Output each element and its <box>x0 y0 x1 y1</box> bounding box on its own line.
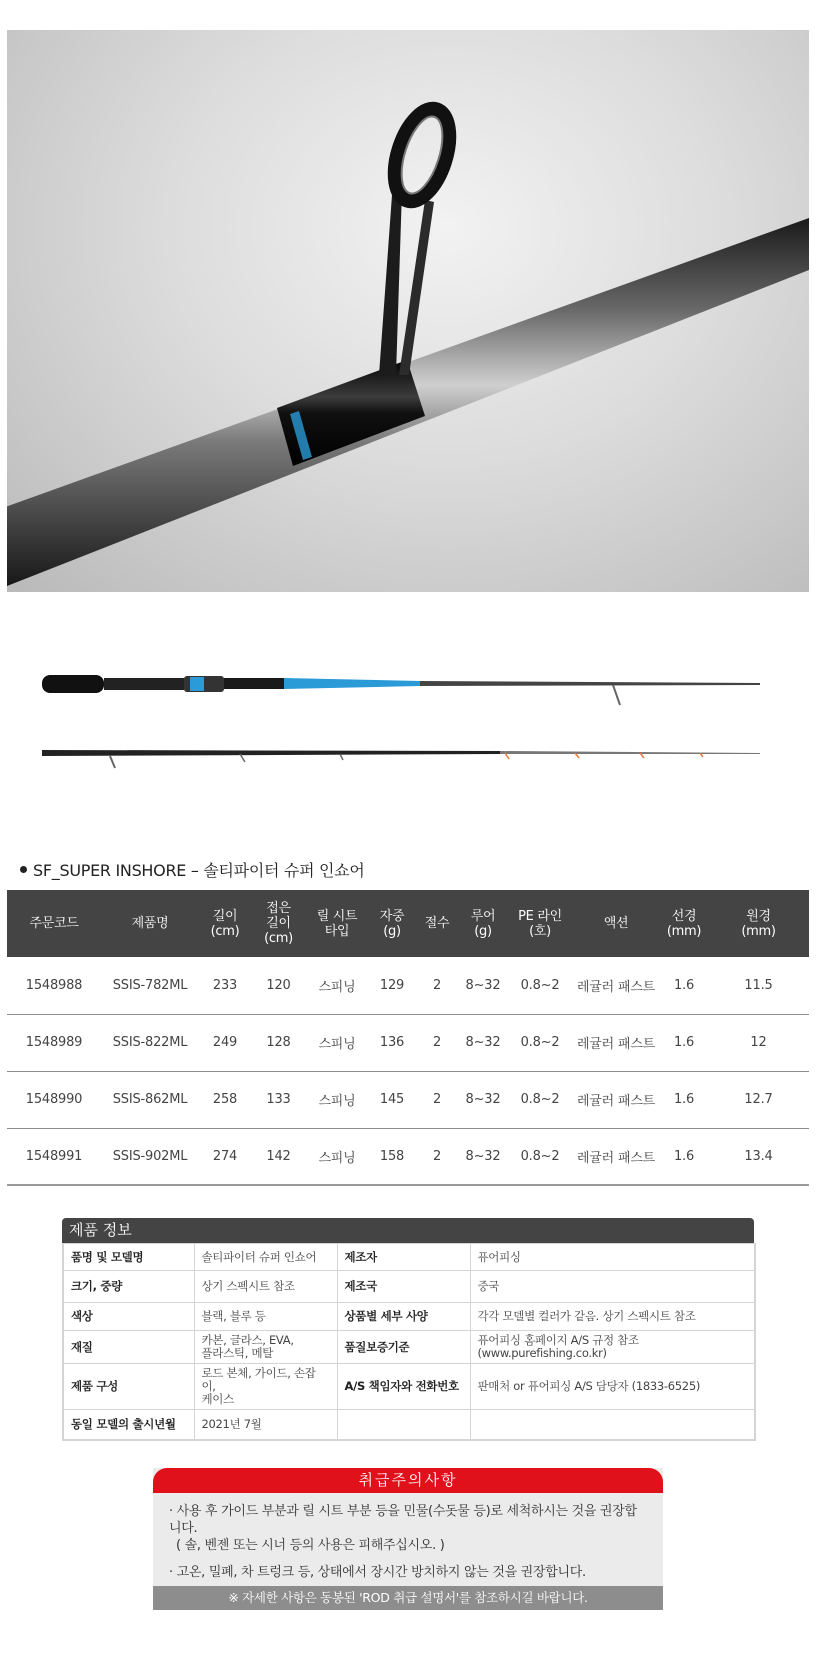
spec-cell: 스피닝 <box>306 1071 368 1128</box>
product-info-value <box>470 1410 755 1440</box>
product-info-value: 중국 <box>470 1271 755 1303</box>
product-info-label: 재질 <box>63 1331 194 1364</box>
spec-cell: 0.8~2 <box>508 1128 572 1185</box>
caution-box <box>153 1468 663 1610</box>
spec-cell: 0.8~2 <box>508 1014 572 1071</box>
product-info-label: 품질보증기준 <box>337 1331 470 1364</box>
product-info-value: 상기 스펙시트 참조 <box>194 1271 337 1303</box>
spec-header-cell: 주문코드 <box>7 890 101 957</box>
spec-cell: 1548989 <box>7 1014 101 1071</box>
section-title-text: SF_SUPER INSHORE – 솔티파이터 슈퍼 인쇼어 <box>33 861 365 880</box>
product-info-row <box>63 1364 755 1410</box>
section-title <box>20 858 365 881</box>
spec-cell: 1.6 <box>660 1128 708 1185</box>
spec-cell: SSIS-782ML <box>101 957 199 1014</box>
spec-cell: 8~32 <box>458 957 508 1014</box>
spec-cell: 스피닝 <box>306 1128 368 1185</box>
product-info-value: 블랙, 블루 등 <box>194 1303 337 1331</box>
spec-header-cell: 선경 (mm) <box>660 890 708 957</box>
spec-cell: 0.8~2 <box>508 957 572 1014</box>
spec-cell: 11.5 <box>708 957 809 1014</box>
spec-cell: 145 <box>368 1071 416 1128</box>
spec-header-cell: 원경 (mm) <box>708 890 809 957</box>
spec-cell: 274 <box>199 1128 251 1185</box>
product-info-row <box>63 1244 755 1271</box>
caution-item-1-line-1: · 사용 후 가이드 부분과 릴 시트 부분 등을 민물(수돗물 등)로 세척하시는 것을 권장합니다. <box>169 1504 637 1536</box>
spec-cell: 128 <box>251 1014 306 1071</box>
product-info-label: 제품 구성 <box>63 1364 194 1410</box>
spec-cell: 1548988 <box>7 957 101 1014</box>
product-info-panel <box>62 1218 754 1441</box>
product-info-row <box>63 1410 755 1440</box>
product-info-value: 퓨어피싱 <box>470 1244 755 1271</box>
spec-header-cell: 접은 길이 (cm) <box>251 890 306 957</box>
spec-cell: 13.4 <box>708 1128 809 1185</box>
spec-cell: SSIS-902ML <box>101 1128 199 1185</box>
spec-cell: 258 <box>199 1071 251 1128</box>
caution-item-2: · 고온, 밀폐, 차 트렁크 등, 상태에서 장시간 방치하지 않는 것을 권장합니다. <box>169 1565 586 1580</box>
spec-header-row <box>7 890 809 957</box>
rod-closeup-photo <box>7 30 809 592</box>
spec-cell: 8~32 <box>458 1014 508 1071</box>
product-info-value: 판매처 or 퓨어피싱 A/S 담당자 (1833-6525) <box>470 1364 755 1410</box>
spec-header-cell: 자중 (g) <box>368 890 416 957</box>
spec-header-cell: 루어 (g) <box>458 890 508 957</box>
spec-cell: 12 <box>708 1014 809 1071</box>
spec-cell: 142 <box>251 1128 306 1185</box>
product-info-value: 2021년 7월 <box>194 1410 337 1440</box>
spec-cell: 스피닝 <box>306 1014 368 1071</box>
product-info-label: 제조자 <box>337 1244 470 1271</box>
spec-row <box>7 1071 809 1128</box>
spec-cell: 2 <box>416 1014 458 1071</box>
caution-title: 취급주의사항 <box>153 1468 663 1493</box>
spec-cell: 1548990 <box>7 1071 101 1128</box>
product-info-label: A/S 책임자와 전화번호 <box>337 1364 470 1410</box>
caution-footer: ※ 자세한 사항은 동봉된 'ROD 취급 설명서'를 참조하시길 바랍니다. <box>153 1586 663 1610</box>
product-info-value: 각각 모델별 컬러가 같음. 상기 스펙시트 참조 <box>470 1303 755 1331</box>
spec-header-cell: 릴 시트 타입 <box>306 890 368 957</box>
spec-cell: 2 <box>416 1071 458 1128</box>
product-info-row <box>63 1271 755 1303</box>
caution-item-1-line-2: ( 솔, 벤젠 또는 시너 등의 사용은 피해주십시오. ) <box>176 1538 445 1553</box>
spec-cell: 2 <box>416 957 458 1014</box>
fishing-rod-guide-closeup-icon <box>7 30 809 592</box>
product-info-table <box>62 1243 756 1441</box>
product-info-title: 제품 정보 <box>62 1218 754 1243</box>
product-info-value: 카본, 글라스, EVA, 플라스틱, 메탈 <box>194 1331 337 1364</box>
spec-header-cell: 길이 (cm) <box>199 890 251 957</box>
spec-cell: 레귤러 패스트 <box>572 1128 660 1185</box>
product-info-label: 색상 <box>63 1303 194 1331</box>
spec-cell: 1548991 <box>7 1128 101 1185</box>
spec-header-cell: 액션 <box>572 890 660 957</box>
product-info-row <box>63 1303 755 1331</box>
spec-header-cell: PE 라인 (호) <box>508 890 572 957</box>
product-info-value: 퓨어피싱 홈페이지 A/S 규정 참조 (www.purefishing.co.kr) <box>470 1331 755 1364</box>
product-info-label: 상품별 세부 사양 <box>337 1303 470 1331</box>
spec-row <box>7 957 809 1014</box>
spec-cell: 12.7 <box>708 1071 809 1128</box>
product-info-value: 솔티파이터 슈퍼 인쇼어 <box>194 1244 337 1271</box>
spec-cell: 158 <box>368 1128 416 1185</box>
rod-full-length-photos <box>0 650 816 780</box>
spec-cell: 133 <box>251 1071 306 1128</box>
product-info-label: 제조국 <box>337 1271 470 1303</box>
spec-cell: 0.8~2 <box>508 1071 572 1128</box>
spec-cell: 120 <box>251 957 306 1014</box>
spec-cell: 1.6 <box>660 957 708 1014</box>
spec-cell: 1.6 <box>660 1071 708 1128</box>
spec-cell: 레귤러 패스트 <box>572 1071 660 1128</box>
spec-row <box>7 1128 809 1185</box>
product-info-label: 크기, 중량 <box>63 1271 194 1303</box>
spec-header-cell: 절수 <box>416 890 458 957</box>
spec-cell: 8~32 <box>458 1071 508 1128</box>
spec-cell: 2 <box>416 1128 458 1185</box>
product-info-label <box>337 1410 470 1440</box>
spec-cell: 1.6 <box>660 1014 708 1071</box>
spec-cell: 레귤러 패스트 <box>572 1014 660 1071</box>
spec-cell: SSIS-862ML <box>101 1071 199 1128</box>
spec-cell: SSIS-822ML <box>101 1014 199 1071</box>
spec-header-cell: 제품명 <box>101 890 199 957</box>
spec-cell: 136 <box>368 1014 416 1071</box>
spec-cell: 129 <box>368 957 416 1014</box>
product-info-label: 품명 및 모델명 <box>63 1244 194 1271</box>
spec-cell: 233 <box>199 957 251 1014</box>
fishing-rod-full-length-icon <box>0 650 816 780</box>
spec-cell: 스피닝 <box>306 957 368 1014</box>
caution-item-1 <box>169 1503 647 1554</box>
bullet-icon <box>20 866 27 873</box>
spec-cell: 8~32 <box>458 1128 508 1185</box>
spec-cell: 249 <box>199 1014 251 1071</box>
spec-table <box>7 890 809 1186</box>
product-info-row <box>63 1331 755 1364</box>
product-info-label: 동일 모델의 출시년월 <box>63 1410 194 1440</box>
product-info-value: 로드 본체, 가이드, 손잡이, 케이스 <box>194 1364 337 1410</box>
spec-cell: 레귤러 패스트 <box>572 957 660 1014</box>
spec-row <box>7 1014 809 1071</box>
